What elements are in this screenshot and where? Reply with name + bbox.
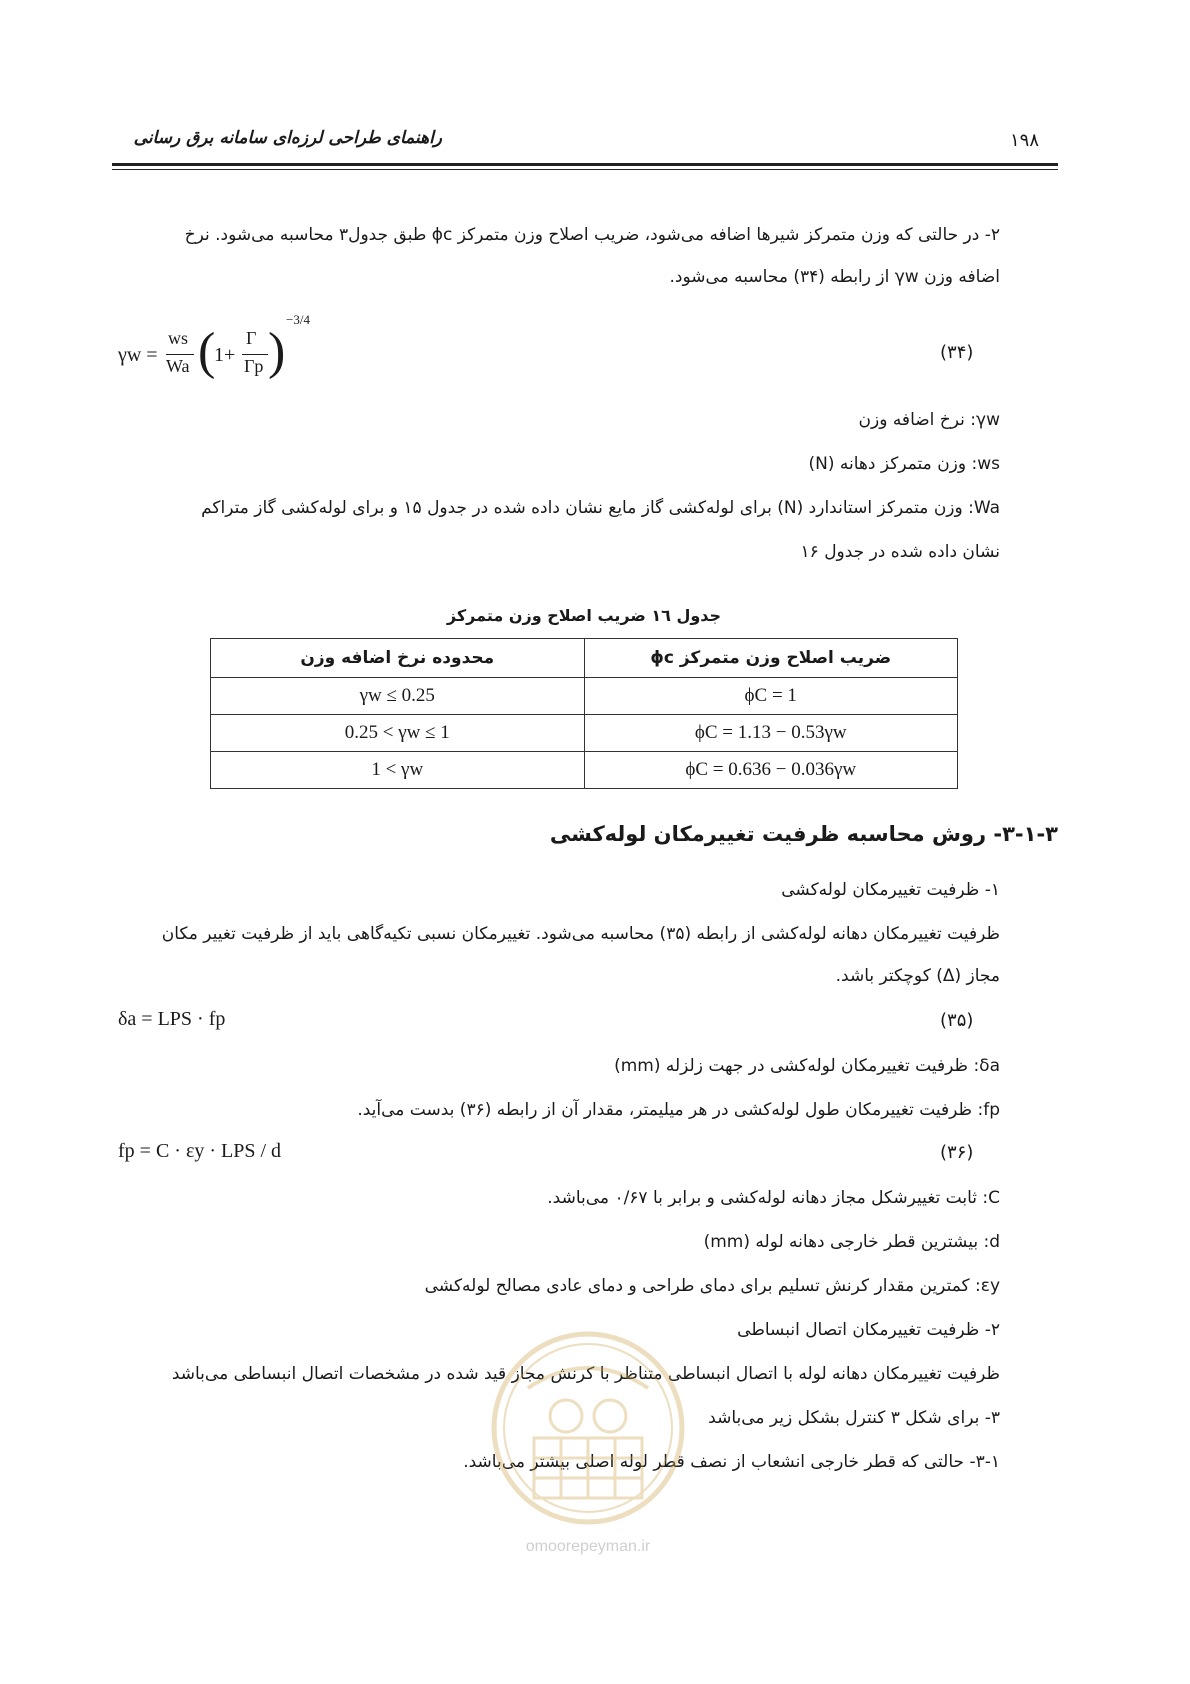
eq34-den1: Wa bbox=[166, 356, 190, 376]
eq34-inner: 1+ bbox=[214, 344, 236, 366]
eq34-num2: Γ bbox=[246, 328, 257, 348]
eq34-den2: Γp bbox=[244, 356, 264, 376]
eq34-frac2-bar bbox=[242, 354, 268, 355]
item1-line-2: مجاز (Δ) کوچکتر باشد. bbox=[835, 966, 1000, 986]
eq34-left-paren: ( bbox=[198, 323, 216, 380]
running-header-title: راهنمای طراحی لرزه‌ای سامانه برق رسانی bbox=[133, 128, 442, 148]
def36-C: C: ثابت تغییرشکل مجاز دهانه لوله‌کشی و برابر با ۰/۶۷ می‌باشد. bbox=[547, 1188, 1000, 1208]
watermark-logo bbox=[488, 1328, 688, 1558]
def34-Wa: Wa: وزن متمرکز استاندارد (N) برای لوله‌کشی گاز مایع نشان داده شده در جدول ۱۵ و برای لوله‌کشی گاز متراکم bbox=[201, 498, 1000, 518]
eq34-number: (۳۴) bbox=[940, 342, 974, 363]
table-cell: 1 < γw bbox=[211, 752, 585, 789]
table-header-cell: محدوده نرخ اضافه وزن bbox=[211, 639, 585, 678]
table-cell: ϕC = 0.636 − 0.036γw bbox=[584, 752, 958, 789]
table-cell: γw ≤ 0.25 bbox=[211, 678, 585, 715]
eq36-expression: fp = C · εy · LPS / d bbox=[118, 1140, 282, 1162]
eq36-number: (۳۶) bbox=[940, 1142, 974, 1163]
table-row bbox=[211, 752, 958, 789]
header-rule-thick bbox=[112, 163, 1058, 166]
eq35-expression: δa = LPS · fp bbox=[118, 1008, 226, 1030]
header-rule-thin bbox=[112, 169, 1058, 170]
def35-delta: δa: ظرفیت تغییرمکان لوله‌کشی در جهت زلزله (mm) bbox=[614, 1056, 1000, 1076]
eq34-num1: ws bbox=[168, 328, 189, 348]
section-heading: ۳-۱-۳- روش محاسبه ظرفیت تغییرمکان لوله‌کشی bbox=[549, 822, 1058, 846]
item2-title: ۲- ظرفیت تغییرمکان اتصال انبساطی bbox=[737, 1320, 1000, 1340]
eq35-number: (۳۵) bbox=[940, 1010, 974, 1031]
intro-line-2: اضافه وزن γw از رابطه (۳۴) محاسبه می‌شود. bbox=[669, 267, 1000, 287]
watermark-text: omoorepeyman.ir bbox=[525, 1538, 651, 1555]
def34-gamma: γw: نرخ اضافه وزن bbox=[858, 410, 1000, 430]
eq34-right-paren: ) bbox=[268, 323, 286, 380]
item2-para: ظرفیت تغییرمکان دهانه لوله با اتصال انبساطی متناظر با کرنش مجاز قید شده در مشخصات اتصال انبساطی می‌باشد bbox=[171, 1364, 1000, 1384]
watermark-seal-icon bbox=[488, 1328, 688, 1528]
item3-1: ۳-۱- حالتی که قطر خارجی انشعاب از نصف قطر لوله اصلی بیشتر می‌باشد. bbox=[463, 1452, 1000, 1472]
table16-caption: جدول ۱٦ ضریب اصلاح وزن متمرکز bbox=[446, 606, 722, 625]
def36-d: d: بیشترین قطر خارجی دهانه لوله (mm) bbox=[703, 1232, 1000, 1252]
table-header-row bbox=[211, 639, 958, 678]
table16 bbox=[210, 638, 958, 789]
item3-title: ۳- برای شکل ۳ کنترل بشکل زیر می‌باشد bbox=[708, 1408, 1000, 1428]
equation-34 bbox=[118, 312, 318, 398]
eq34-frac1-bar bbox=[166, 354, 194, 355]
table-cell: ϕC = 1.13 − 0.53γw bbox=[584, 715, 958, 752]
def34-ws: ws: وزن متمرکز دهانه (N) bbox=[808, 454, 1000, 474]
def34-Wa-cont: نشان داده شده در جدول ۱۶ bbox=[800, 542, 1000, 562]
def35-fp: fp: ظرفیت تغییرمکان طول لوله‌کشی در هر میلیمتر، مقدار آن از رابطه (۳۶) بدست می‌آید. bbox=[357, 1100, 1000, 1120]
table-cell: ϕC = 1 bbox=[584, 678, 958, 715]
eq34-exponent: −3/4 bbox=[286, 312, 310, 327]
table-cell: 0.25 < γw ≤ 1 bbox=[211, 715, 585, 752]
intro-line-1: ۲- در حالتی که وزن متمرکز شیرها اضافه می‌شود، ضریب اصلاح وزن متمرکز ϕc طبق جدول۳ محاسبه می‌شود. نرخ bbox=[184, 225, 1000, 245]
table-row bbox=[211, 678, 958, 715]
page-number: ۱۹۸ bbox=[1010, 130, 1040, 151]
table-row bbox=[211, 715, 958, 752]
table-header-cell: ضریب اصلاح وزن متمرکز ϕc bbox=[584, 639, 958, 678]
eq34-lhs: γw = bbox=[118, 344, 158, 366]
def36-epsilon: εy: کمترین مقدار کرنش تسلیم برای دمای طراحی و دمای عادی مصالح لوله‌کشی bbox=[424, 1276, 1000, 1296]
item1-line-1: ظرفیت تغییرمکان دهانه لوله‌کشی از رابطه (۳۵) محاسبه می‌شود. تغییرمکان نسبی تکیه‌گاهی باید از ظرفیت تغییر مکان bbox=[161, 924, 1000, 944]
item1-title: ۱- ظرفیت تغییرمکان لوله‌کشی bbox=[781, 880, 1000, 900]
